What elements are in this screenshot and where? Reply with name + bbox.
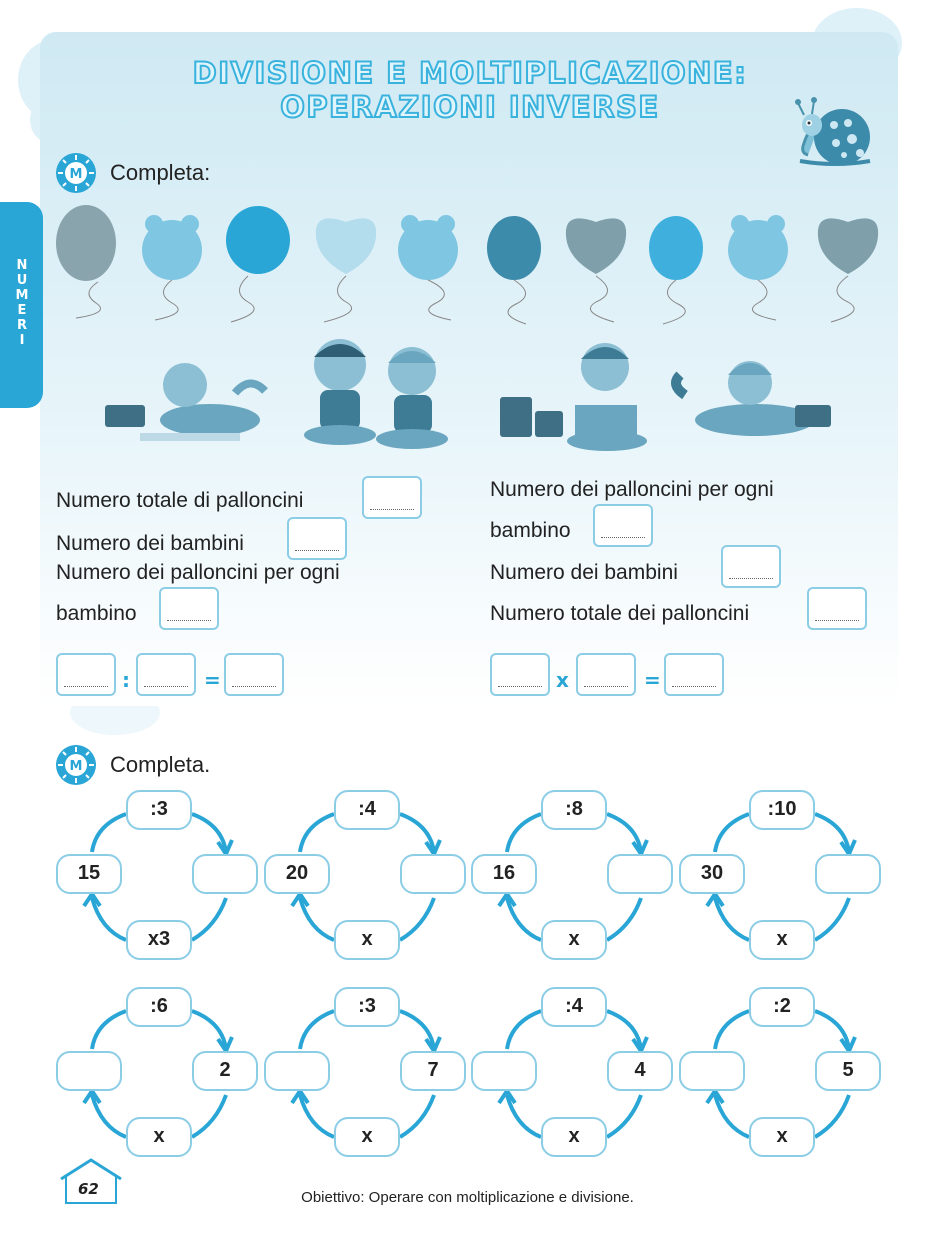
- balloon: [56, 205, 116, 318]
- equation-right-box-2[interactable]: [576, 653, 636, 696]
- arc-segment: [300, 1011, 334, 1049]
- page-title-line1: DIVISIONE E MOLTIPLICAZIONE:: [192, 56, 748, 90]
- cycle-diagram: [56, 987, 266, 1157]
- equation-right-box-1[interactable]: [490, 653, 550, 696]
- cycle-right-box: 2: [192, 1051, 258, 1091]
- cycle-diagram: [471, 790, 681, 960]
- side-tab-numeri: [0, 202, 43, 408]
- cycle-top-box: :3: [126, 790, 192, 830]
- cycle-left-box: 15: [56, 854, 122, 894]
- side-tab-letter: N: [16, 258, 28, 273]
- cycle-bottom-box: x: [541, 1117, 607, 1157]
- arc-segment: [300, 814, 334, 852]
- arc-segment: [92, 1011, 126, 1049]
- cycle-bottom-box: x: [126, 1117, 192, 1157]
- cycle-diagram: [679, 987, 889, 1157]
- balloon: [226, 206, 290, 322]
- side-tab-letter: E: [17, 303, 27, 318]
- side-tab-letter: M: [15, 288, 29, 303]
- multiply-sign: x: [556, 668, 569, 692]
- arc-segment: [400, 1095, 434, 1137]
- children-sitting-middle: [304, 339, 448, 449]
- cycle-top-box: :4: [541, 987, 607, 1027]
- cycle-top-box: :6: [126, 987, 192, 1027]
- equals-sign-right: =: [644, 668, 661, 692]
- cycle-left-box[interactable]: [471, 1051, 537, 1091]
- equation-left-box-1[interactable]: [56, 653, 116, 696]
- cycle-left-box: 30: [679, 854, 745, 894]
- arc-segment: [815, 898, 849, 940]
- cycle-left-box: 16: [471, 854, 537, 894]
- cycle-right-box[interactable]: [815, 854, 881, 894]
- arc-segment: [607, 1095, 641, 1137]
- cycle-top-box: :8: [541, 790, 607, 830]
- cycle-left-box[interactable]: [679, 1051, 745, 1091]
- arc-segment: [507, 1011, 541, 1049]
- cycle-top-box: :4: [334, 790, 400, 830]
- arc-segment: [607, 898, 641, 940]
- cycle-bottom-box: x: [749, 1117, 815, 1157]
- cycle-bottom-box: x3: [126, 920, 192, 960]
- cycle-right-box[interactable]: [400, 854, 466, 894]
- left-line-total-balloons: Numero totale di palloncini: [56, 489, 304, 512]
- arc-segment: [192, 1095, 226, 1137]
- snail-illustration: [790, 95, 880, 170]
- answer-box-left-total[interactable]: [362, 476, 422, 519]
- balloon: [728, 215, 788, 320]
- side-tab-letter: I: [19, 333, 25, 348]
- balloon: [487, 216, 541, 324]
- answer-box-right-per-child[interactable]: [593, 504, 653, 547]
- arc-segment: [400, 898, 434, 940]
- m-badge-icon: [54, 743, 98, 787]
- left-line-children: Numero dei bambini: [56, 532, 244, 555]
- left-line-per-child-2: bambino: [56, 602, 137, 625]
- instruction-label-1: Completa:: [110, 160, 211, 185]
- cycle-right-box: 5: [815, 1051, 881, 1091]
- right-line-total: Numero totale dei palloncini: [490, 602, 750, 625]
- m-badge-icon: [54, 151, 98, 195]
- equals-sign-left: =: [204, 668, 221, 692]
- balloon: [142, 215, 202, 320]
- arc-segment: [507, 814, 541, 852]
- balloon: [649, 216, 703, 324]
- arc-segment: [192, 898, 226, 940]
- right-line-per-child-2: bambino: [490, 519, 571, 542]
- cycle-diagram: [264, 987, 474, 1157]
- cycle-diagram: [679, 790, 889, 960]
- cycle-right-box[interactable]: [607, 854, 673, 894]
- answer-box-left-children[interactable]: [287, 517, 347, 560]
- cycle-top-box: :3: [334, 987, 400, 1027]
- cycle-diagram: [264, 790, 474, 960]
- cycle-right-box[interactable]: [192, 854, 258, 894]
- instruction-label-2: Completa.: [110, 752, 211, 777]
- left-line-per-child: Numero dei palloncini per ogni: [56, 561, 340, 584]
- balloons-illustration: [50, 198, 890, 338]
- side-tab-letter: R: [16, 318, 27, 333]
- badge-letter: M: [69, 759, 83, 774]
- cycle-left-box: 20: [264, 854, 330, 894]
- divide-sign: :: [122, 668, 130, 692]
- arc-segment: [715, 1011, 749, 1049]
- cycle-bottom-box: x: [749, 920, 815, 960]
- child-lying-right: [676, 361, 831, 436]
- balloon: [566, 218, 626, 322]
- children-illustration: [100, 335, 880, 460]
- equation-right-box-3[interactable]: [664, 653, 724, 696]
- cycle-left-box[interactable]: [56, 1051, 122, 1091]
- answer-box-left-per-child[interactable]: [159, 587, 219, 630]
- child-reading-right: [500, 343, 647, 451]
- equation-left-box-2[interactable]: [136, 653, 196, 696]
- cycle-right-box: 7: [400, 1051, 466, 1091]
- cycle-diagram: [471, 987, 681, 1157]
- page-title-line2: OPERAZIONI INVERSE: [280, 90, 660, 124]
- child-lying-left: [105, 363, 265, 441]
- balloon: [818, 218, 878, 322]
- cycle-left-box[interactable]: [264, 1051, 330, 1091]
- equation-left-box-3[interactable]: [224, 653, 284, 696]
- arc-segment: [715, 814, 749, 852]
- side-tab-label: [12, 258, 32, 348]
- answer-box-right-children[interactable]: [721, 545, 781, 588]
- balloon: [316, 218, 376, 322]
- badge-letter: M: [69, 167, 83, 182]
- arc-segment: [92, 814, 126, 852]
- answer-box-right-total[interactable]: [807, 587, 867, 630]
- page-number: 62: [78, 1180, 99, 1198]
- cycle-top-box: :10: [749, 790, 815, 830]
- right-line-per-child: Numero dei palloncini per ogni: [490, 478, 774, 501]
- balloon: [398, 215, 458, 320]
- cycle-right-box: 4: [607, 1051, 673, 1091]
- arc-segment: [815, 1095, 849, 1137]
- cycle-bottom-box: x: [334, 920, 400, 960]
- cycle-bottom-box: x: [541, 920, 607, 960]
- side-tab-letter: U: [16, 273, 28, 288]
- cycle-bottom-box: x: [334, 1117, 400, 1157]
- cycle-diagram: [56, 790, 266, 960]
- footer-objective: Obiettivo: Operare con moltiplicazione e divisione.: [301, 1189, 634, 1206]
- right-line-children: Numero dei bambini: [490, 561, 678, 584]
- cycle-top-box: :2: [749, 987, 815, 1027]
